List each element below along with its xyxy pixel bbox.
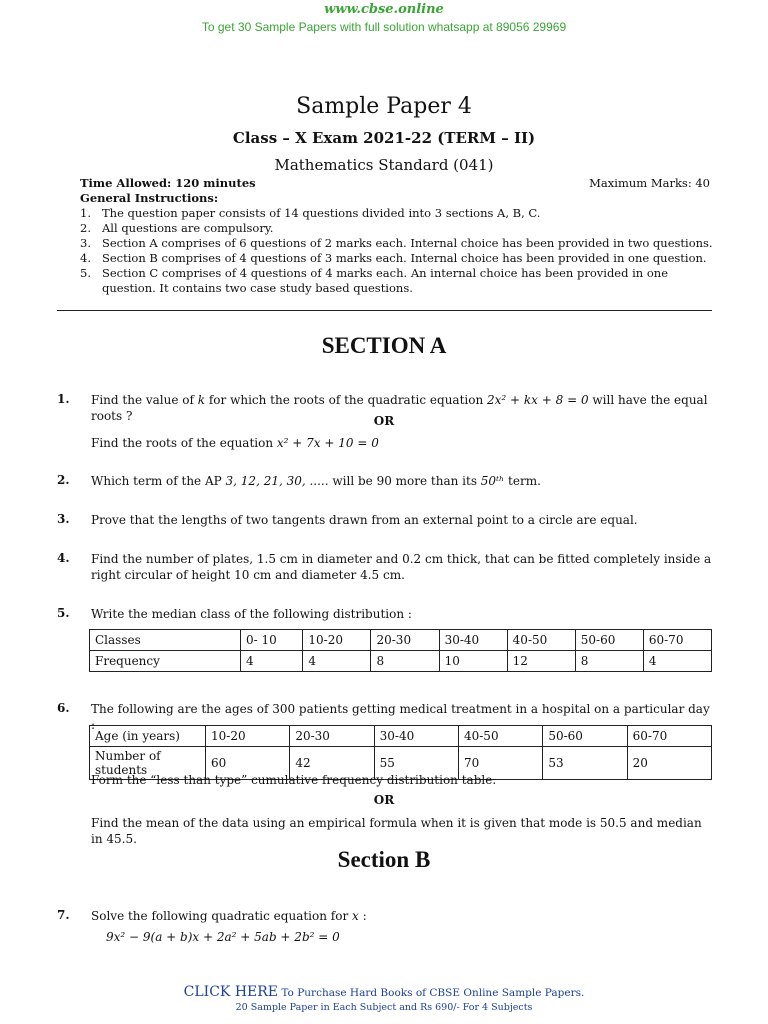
table-cell: 42 bbox=[290, 747, 374, 780]
question-number: 2. bbox=[57, 473, 70, 487]
table-cell: 30-40 bbox=[374, 726, 458, 747]
table-cell: 20 bbox=[627, 747, 711, 780]
purchase-footer: CLICK HERE To Purchase Hard Books of CBSE Online Sample Papers. bbox=[183, 984, 585, 1000]
question-2: Which term of the AP 3, 12, 21, 30, ..... will be 90 more than its 50ᵗʰ term. bbox=[91, 474, 541, 488]
table-cell: 40-50 bbox=[458, 726, 542, 747]
table-cell: 70 bbox=[458, 747, 542, 780]
table-cell: 50-60 bbox=[575, 630, 643, 651]
table-cell: 4 bbox=[241, 651, 303, 672]
paper-title: Sample Paper 4 bbox=[296, 94, 472, 119]
table-cell: 12 bbox=[507, 651, 575, 672]
question-number: 1. bbox=[57, 392, 70, 406]
question-number: 6. bbox=[57, 701, 70, 715]
table-cell: 20-30 bbox=[371, 630, 439, 651]
table-cell: 30-40 bbox=[439, 630, 507, 651]
table-cell: 8 bbox=[575, 651, 643, 672]
section-b-heading: Section B bbox=[337, 847, 431, 872]
instruction-item: 4. Section B comprises of 4 questions of 3 marks each. Internal choice has been provided in one question. bbox=[80, 251, 707, 265]
table-cell: 53 bbox=[543, 747, 627, 780]
instruction-item: 2. All questions are compulsory. bbox=[80, 221, 274, 235]
question-6-alt: Find the mean of the data using an empirical formula when it is given that mode is 50.5 and median in 45.5. bbox=[91, 816, 702, 846]
question-3: Prove that the lengths of two tangents drawn from an external point to a circle are equal. bbox=[91, 513, 638, 527]
table-cell: Number of students bbox=[90, 747, 206, 780]
table-cell: 4 bbox=[643, 651, 711, 672]
general-instructions-heading: General Instructions: bbox=[80, 191, 219, 205]
divider bbox=[57, 310, 712, 311]
promo-banner: To get 30 Sample Papers with full solution whatsapp at 89056 29969 bbox=[201, 20, 567, 34]
table-cell: 10 bbox=[439, 651, 507, 672]
table-cell: 60-70 bbox=[643, 630, 711, 651]
median-class-table bbox=[89, 629, 712, 672]
instructions-list bbox=[80, 206, 720, 296]
table-cell: 60 bbox=[206, 747, 290, 780]
table-cell: 60-70 bbox=[627, 726, 711, 747]
table-cell: 4 bbox=[303, 651, 371, 672]
subject-line: Mathematics Standard (041) bbox=[274, 156, 494, 174]
table-cell: 10-20 bbox=[303, 630, 371, 651]
pricing-note: 20 Sample Paper in Each Subject and Rs 690/- For 4 Subjects bbox=[235, 1002, 533, 1013]
table-cell: 55 bbox=[374, 747, 458, 780]
question-number: 5. bbox=[57, 606, 70, 620]
time-allowed: Time Allowed: 120 minutes bbox=[80, 176, 256, 190]
question-7: Solve the following quadratic equation for x : bbox=[91, 909, 367, 923]
or-separator: OR bbox=[373, 793, 395, 807]
class-line: Class – X Exam 2021-22 (TERM – II) bbox=[232, 129, 536, 147]
table-cell: Frequency bbox=[90, 651, 241, 672]
site-url[interactable]: www.cbse.online bbox=[324, 2, 444, 17]
question-4: Find the number of plates, 1.5 cm in diameter and 0.2 cm thick, that can be fitted completely inside a right circular of height 10 cm and diameter 4.5 cm. bbox=[91, 552, 712, 582]
instruction-item: 1. The question paper consists of 14 questions divided into 3 sections A, B, C. bbox=[80, 206, 541, 220]
table-cell: 0- 10 bbox=[241, 630, 303, 651]
section-a-heading: SECTION A bbox=[321, 333, 447, 358]
question-6: The following are the ages of 300 patients getting medical treatment in a hospital on a particular day : bbox=[91, 702, 710, 732]
table-row bbox=[90, 630, 712, 651]
table-cell: 40-50 bbox=[507, 630, 575, 651]
or-separator: OR bbox=[373, 414, 395, 428]
table-cell: 20-30 bbox=[290, 726, 374, 747]
question-number: 4. bbox=[57, 551, 70, 565]
instruction-item: 5. Section C comprises of 4 questions of 4 marks each. An internal choice has been provided in one question. It contains two case study based questions. bbox=[80, 266, 669, 295]
table-cell: 10-20 bbox=[206, 726, 290, 747]
question-1: Find the value of k for which the roots of the quadratic equation 2x² + kx + 8 = 0 will have the equal roots ? bbox=[91, 393, 708, 423]
table-row bbox=[90, 651, 712, 672]
click-here-link[interactable]: CLICK HERE bbox=[183, 984, 279, 1000]
question-number: 7. bbox=[57, 908, 70, 922]
question-1-alt: Find the roots of the equation x² + 7x + 10 = 0 bbox=[91, 436, 379, 450]
question-6-instruction: Form the “less than type” cumulative frequency distribution table. bbox=[91, 773, 497, 787]
question-number: 3. bbox=[57, 512, 70, 526]
table-cell: 8 bbox=[371, 651, 439, 672]
table-cell: Classes bbox=[90, 630, 241, 651]
question-7-equation: 9x² − 9(a + b)x + 2a² + 5ab + 2b² = 0 bbox=[106, 930, 340, 944]
table-row bbox=[90, 726, 712, 747]
table-cell: Age (in years) bbox=[90, 726, 206, 747]
question-5: Write the median class of the following distribution : bbox=[91, 607, 412, 621]
maximum-marks: Maximum Marks: 40 bbox=[589, 176, 710, 190]
table-cell: 50-60 bbox=[543, 726, 627, 747]
instruction-item: 3. Section A comprises of 6 questions of 2 marks each. Internal choice has been provided in two questions. bbox=[80, 236, 713, 250]
